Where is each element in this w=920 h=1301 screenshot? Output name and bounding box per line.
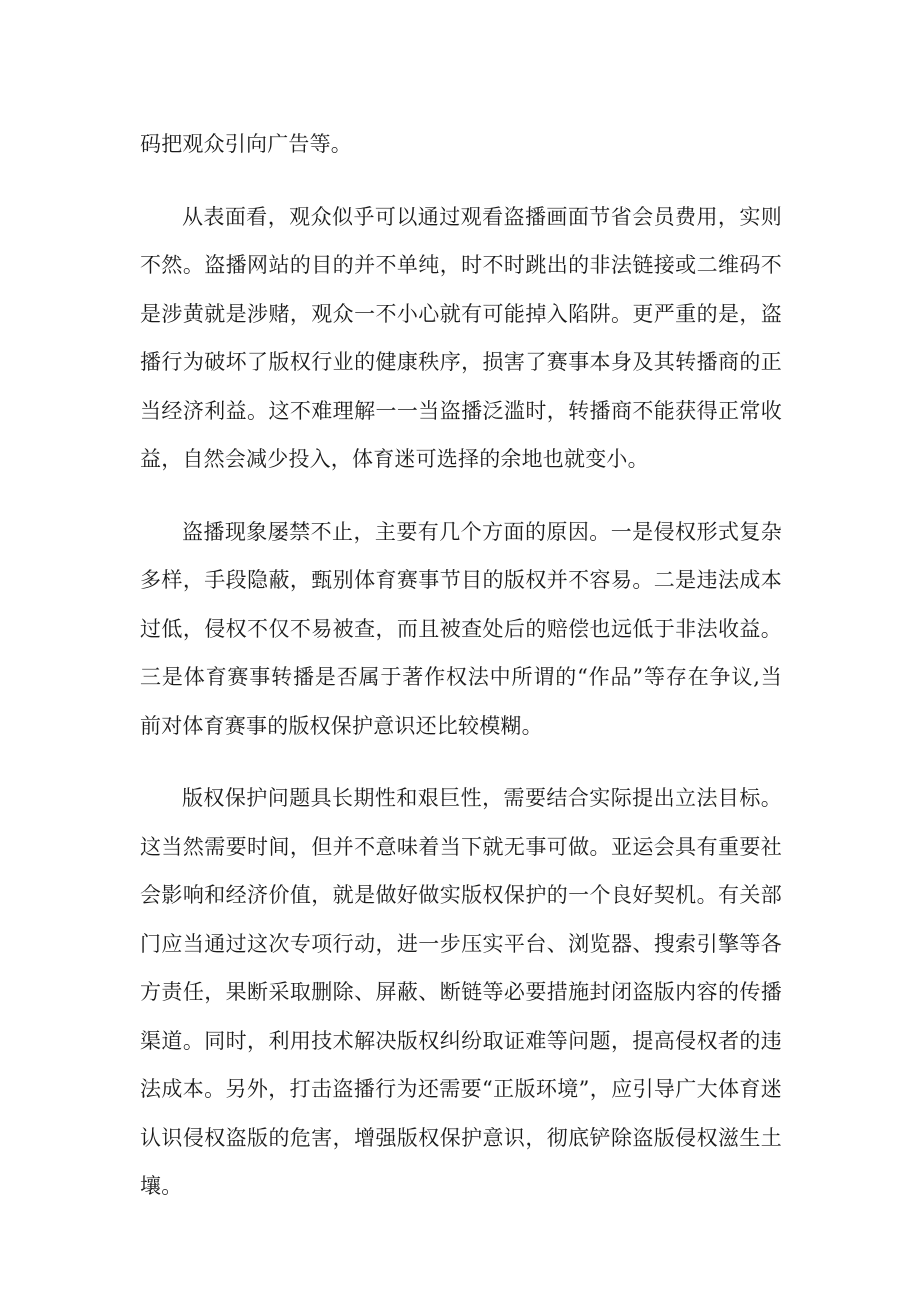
paragraph-piracy-surface: 从表面看，观众似乎可以通过观看盗播画面节省会员费用，实则不然。盗播网站的目的并不单纯，时不时跳出的非法链接或二维码不是涉黄就是涉赌，观众一不小心就有可能掉入陷阱。更严重的是，盗播行为破坏了版权行业的健康秩序，损害了赛事本身及其转播商的正当经济利益。这不难理解一一当盗播泛滥时，转播商不能获得正常收益，自然会减少投入，体育迷可选择的余地也就变小。 <box>140 204 782 471</box>
paragraph-gap <box>140 484 782 508</box>
paragraph-gap <box>140 169 782 193</box>
paragraph-piracy-causes: 盗播现象屡禁不止，主要有几个方面的原因。一是侵权形式复杂多样，手段隐蔽，甄别体育赛事节目的版权并不容易。二是违法成本过低，侵权不仅不易被查，而且被查处后的赔偿也远低于非法收益。三是体育赛事转播是否属于著作权法中所谓的“作品”等存在争议,当前对体育赛事的版权保护意识还比较模糊。 <box>140 519 782 738</box>
paragraph-gap <box>140 750 782 774</box>
paragraph-continuation: 码把观众引向广告等。 <box>140 132 352 156</box>
document-body <box>140 120 782 1211</box>
paragraph-copyright-protection: 版权保护问题具长期性和艰巨性，需要结合实际提出立法目标。这当然需要时间，但并不意味着当下就无事可做。亚运会具有重要社会影响和经济价值，就是做好做实版权保护的一个良好契机。有关部门应当通过这次专项行动，进一步压实平台、浏览器、搜索引擎等各方责任，果断采取删除、屏蔽、断链等必要措施封闭盗版内容的传播渠道。同时，利用技术解决版权纠纷取证难等问题，提高侵权者的违法成本。另外，打击盗播行为还需要“正版环境”，应引导广大体育迷认识侵权盗版的危害，增强版权保护意识，彻底铲除盗版侵权滋生土壤。 <box>140 786 782 1198</box>
